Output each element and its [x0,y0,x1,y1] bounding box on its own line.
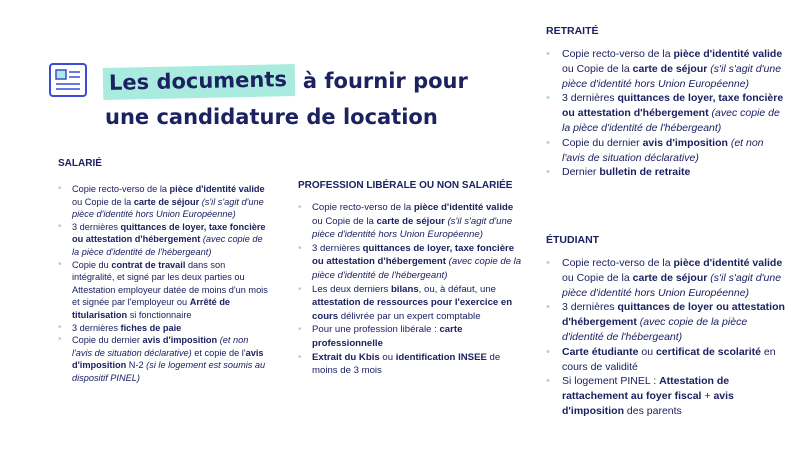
doc-item-text: Les deux derniers [312,283,391,295]
doc-item-bold-text: carte de séjour [632,271,708,284]
doc-item-text: Copie du [72,259,112,270]
doc-list-etudiant [546,256,786,419]
doc-item-text: Copie du dernier [562,136,643,149]
doc-item-bold-text: pièce d'identité valide [169,184,265,194]
doc-item-text: ou [379,351,396,363]
doc-item-bold-text: identification INSEE [395,351,487,363]
doc-item-text: en cours de validité [562,345,776,373]
doc-list-item [298,201,523,242]
doc-item-text: délivrée par un expert comptable [338,310,481,322]
section-salarie [58,158,268,385]
page-title [105,66,468,130]
doc-list-item [546,91,786,135]
doc-item-bold-text: bilans [390,283,419,295]
doc-item-text: de moins de 3 mois [312,351,501,377]
doc-item-bold-text: carte de séjour [632,62,708,75]
doc-item-bold-text: Attestation de rattachement au foyer fiscal [562,375,730,403]
doc-item-text: , ou, à défaut, une [418,283,497,295]
doc-item-bold-text: contrat de travail [111,259,186,270]
doc-item-bold-text: quittances de loyer, taxe foncière ou attestation d'hébergement [562,92,784,120]
doc-item-note: (si le logement est soumis au dispositif PINEL) [72,360,266,383]
doc-item-bold-text: avis d'imposition [142,335,218,346]
doc-item-note: (avec copie de la pièce d'identité de l'hébergeant) [312,256,522,281]
doc-item-note: (et non l'avis de situation déclarative) [562,136,764,164]
doc-list-item [546,256,786,300]
doc-item-bold-text: carte de séjour [376,215,445,227]
doc-list-liberale [298,201,523,378]
doc-item-bold-text: avis d'imposition [642,136,728,149]
doc-list-item [298,323,523,350]
section-title-liberale: PROFESSION LIBÉRALE OU NON SALARIÉE [298,180,513,191]
doc-item-text: 3 dernières [72,221,121,232]
title-line2: une candidature de location [105,105,438,129]
section-etudiant [546,234,786,419]
section-title-retraite: RETRAITÉ [546,25,599,37]
doc-item-bold-text: carte de séjour [133,196,200,207]
doc-item-bold-text: fiches de paie [120,322,182,333]
doc-list-item [298,283,523,324]
doc-item-text: des parents [624,404,682,417]
doc-item-bold-text: avis d'imposition [562,390,734,417]
doc-list-item [298,351,523,378]
doc-list-item [546,136,786,166]
doc-list-item [298,242,523,283]
doc-item-text: ou Copie de la [562,62,633,75]
doc-item-bold-text: Carte étudiante [562,345,639,358]
doc-item-bold-text: Arrêté de titularisation [72,297,231,320]
doc-list-item [546,165,786,180]
document-icon [48,62,88,98]
doc-item-bold-text: quittances de loyer, taxe foncière ou attestation d'hébergement [312,242,515,268]
doc-list-item [546,47,786,91]
doc-list-item [58,183,268,221]
doc-item-note: (avec copie de la pièce d'identité de l'hébergeant) [562,107,780,134]
doc-list-item [58,221,268,259]
doc-item-text: Pour une profession libérale : [312,324,440,336]
title-rest: à fournir pour [302,69,468,93]
section-title-salarie: SALARIÉ [58,158,102,169]
doc-list-item [58,334,268,384]
doc-list-item [546,374,786,418]
doc-item-text: dans son intégralité, et signé par les deux parties ou Attestation employeur datée de moins d'un mois et signée par l'employeur ou [72,259,268,308]
doc-item-note: (s'il s'agit d'une pièce d'identité hors Union Européenne) [562,271,782,299]
doc-item-bold-text: certificat de scolarité [655,345,761,358]
doc-item-text: Copie du dernier [72,335,143,346]
doc-item-text: 3 dernières [562,92,618,105]
doc-item-text: Copie recto-verso de la [562,48,674,60]
doc-item-text: + [701,390,714,403]
doc-item-bold-text: pièce d'identité valide [673,48,783,60]
doc-item-note: (avec copie de la pièce d'identité de l'hébergeant) [72,234,263,257]
doc-item-bold-text: avis d'imposition [72,347,264,371]
doc-item-bold-text: bulletin de retraite [599,166,691,179]
doc-item-text: Copie recto-verso de la [562,257,674,269]
doc-item-text: 3 dernières [312,242,363,254]
doc-item-text: Copie recto-verso de la [72,184,170,194]
doc-item-note: (avec copie de la pièce d'identité de l'hébergeant) [562,316,748,343]
doc-item-text: Si logement PINEL : [562,375,660,388]
section-retraite [546,25,786,180]
doc-item-bold-text: pièce d'identité valide [413,202,514,213]
section-title-etudiant: ÉTUDIANT [546,234,600,246]
doc-item-bold-text: Extrait du Kbis [312,351,380,363]
doc-list-item [58,322,268,335]
doc-list-item [546,345,786,375]
doc-item-text: ou Copie de la [562,271,633,284]
doc-list-retraite [546,47,786,180]
doc-item-text: et copie de l' [191,347,246,358]
doc-item-text: Copie recto-verso de la [312,202,414,213]
doc-item-text: ou Copie de la [72,196,134,207]
doc-list-item [58,259,268,322]
doc-item-text: 3 dernières [562,301,618,314]
doc-item-text: si fonctionnaire [127,309,192,320]
doc-item-note: (et non l'avis de situation déclarative) [72,335,249,358]
doc-item-note: (s'il s'agit d'une pièce d'identité hors Union Européenne) [312,215,513,241]
doc-item-text: N-2 [126,360,147,371]
doc-item-note: (s'il s'agit d'une pièce d'identité hors Union Européenne) [72,196,264,220]
doc-item-bold-text: carte professionnelle [312,324,463,349]
doc-list-item [546,300,786,344]
doc-item-text: 3 dernières [72,322,121,333]
doc-item-text: ou Copie de la [312,215,377,227]
doc-list-salarie [58,183,268,385]
doc-item-bold-text: quittances de loyer ou attestation d'hébergement [562,301,785,329]
doc-item-bold-text: pièce d'identité valide [673,257,783,269]
doc-item-note: (s'il s'agit d'une pièce d'identité hors Union Européenne) [562,62,782,90]
doc-item-bold-text: attestation de ressources pour l'exercice en cours [312,297,513,322]
section-profession-liberale [298,180,523,378]
title-highlight: Les documents [103,64,296,100]
doc-item-bold-text: quittances de loyer, taxe foncière ou attestation d'hébergement [72,221,266,245]
doc-item-text: Dernier [562,166,600,179]
doc-item-text: ou [638,345,656,358]
